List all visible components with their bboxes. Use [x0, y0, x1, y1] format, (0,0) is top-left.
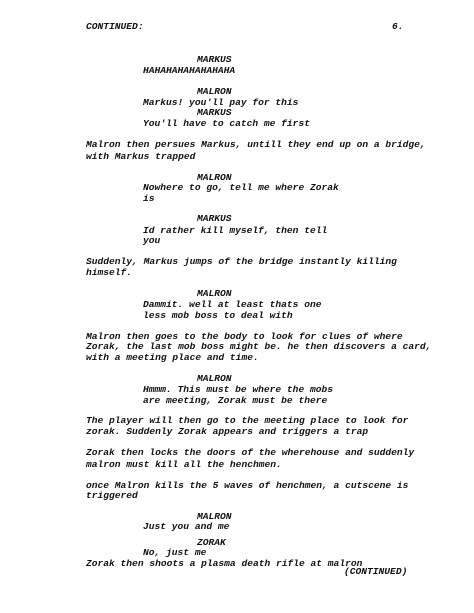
action-line: triggered	[86, 489, 138, 501]
action-line: zorak. Suddenly Zorak appears and triggers a trap	[86, 426, 369, 438]
dialogue-line: less mob boss to deal with	[143, 309, 293, 321]
continued-footer: (CONTINUED)	[344, 566, 408, 577]
continued-header: CONTINUED:	[86, 21, 144, 32]
dialogue-line: Markus! you'll pay for this	[143, 96, 299, 108]
dialogue-line: HAHAHAHAHAHAHAHA	[143, 65, 236, 77]
action-line: Zorak, the last mob boss might be. he then discovers a card,	[86, 341, 432, 353]
action-line: Malron then goes to the body to look for clues of where	[86, 330, 403, 342]
action-line: with a meeting place and time.	[86, 352, 259, 364]
dialogue-line: You'll have to catch me first	[143, 118, 310, 130]
action-line: once Malron kills the 5 waves of henchmen, a cutscene is	[86, 479, 409, 491]
character-name: MALRON	[197, 288, 232, 300]
character-name: MARKUS	[197, 54, 232, 66]
character-name: ZORAK	[197, 537, 226, 549]
dialogue-line: Hmmm. This must be where the mobs	[143, 383, 333, 395]
action-line: Malron then persues Markus, untill they end up on a bridge,	[86, 139, 426, 151]
character-name: MALRON	[197, 85, 232, 97]
action-line: Zorak then shoots a plasma death rifle at malron	[86, 557, 363, 569]
action-line: Suddenly, Markus jumps of the bridge instantly killing	[86, 255, 397, 267]
dialogue-line: Id rather kill myself, then tell	[143, 224, 328, 236]
action-line: Zorak then locks the doors of the wherehouse and suddenly	[86, 447, 415, 459]
dialogue-line: are meeting, Zorak must be there	[143, 394, 328, 406]
character-name: MALRON	[197, 373, 232, 385]
page-number: 6.	[392, 21, 404, 32]
character-name: MARKUS	[197, 213, 232, 225]
dialogue-line: No, just me	[143, 547, 207, 559]
action-line: malron must kill all the henchmen.	[86, 458, 282, 470]
dialogue-line: is	[143, 193, 155, 205]
character-name: MARKUS	[197, 107, 232, 119]
dialogue-line: Just you and me	[143, 521, 230, 533]
dialogue-line: Dammit. well at least thats one	[143, 298, 322, 310]
action-line: himself.	[86, 267, 133, 279]
action-line: The player will then go to the meeting place to look for	[86, 415, 409, 427]
dialogue-line: Nowhere to go, tell me where Zorak	[143, 181, 339, 193]
character-name: MALRON	[197, 511, 232, 523]
action-line: with Markus trapped	[86, 150, 196, 162]
character-name: MALRON	[197, 171, 232, 183]
dialogue-line: you	[143, 234, 161, 246]
